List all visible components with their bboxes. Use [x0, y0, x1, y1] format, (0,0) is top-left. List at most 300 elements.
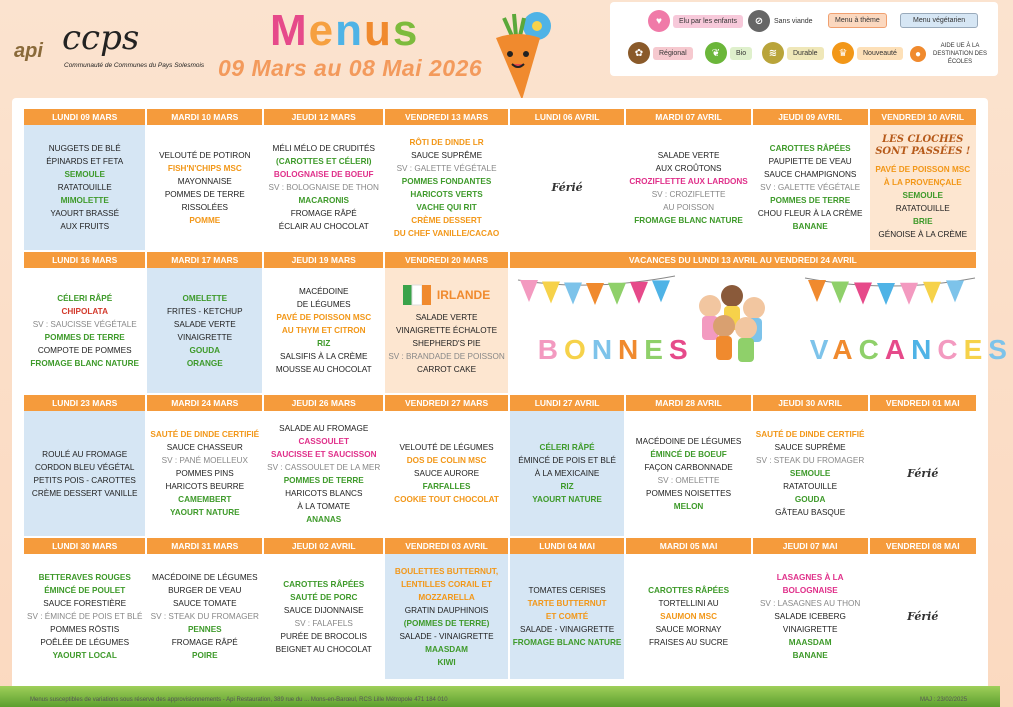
vacation-letter: E: [644, 334, 669, 365]
day-cell: [753, 538, 868, 679]
theme-header: [403, 285, 490, 305]
day-menu: [24, 554, 145, 679]
menu-item: HARICOTS BEURRE: [165, 482, 245, 491]
menu-item: SAUCE FORESTIÈRE: [43, 599, 127, 608]
day-header: MARDI 28 AVRIL: [626, 395, 750, 411]
menu-item: SAUCISSE ET SAUCISSON: [270, 449, 377, 459]
menu-item: SV : ÉMINCÉ DE POIS ET BLÉ: [27, 612, 143, 621]
title-letter: u: [364, 6, 393, 55]
ccps-subtitle: Communauté de Communes du Pays Solesmois: [64, 62, 205, 69]
wheat-icon: ≋: [762, 42, 784, 64]
menu-item: LENTILLES CORAIL ET: [401, 579, 492, 589]
day-menu: [385, 554, 507, 679]
vacation-letter: V: [809, 334, 833, 365]
menu-item: SV : OMELETTE: [657, 475, 720, 485]
menu-item: MOZZARELLA: [418, 592, 475, 602]
menu-item: GÂTEAU BASQUE: [775, 508, 846, 517]
leaf-icon: ❦: [705, 42, 727, 64]
day-cell: [626, 109, 750, 250]
day-cell: [24, 395, 145, 536]
day-cell: [264, 109, 383, 250]
menu-item: SV : LASAGNES AU THON: [759, 599, 861, 608]
menu-item: YAOURT NATURE: [532, 495, 602, 504]
menu-item: HARICOTS VERTS: [410, 189, 483, 199]
day-menu: [626, 411, 750, 536]
menu-item: MACÉDOINE: [298, 287, 349, 296]
day-cell: [385, 252, 507, 393]
day-header: VENDREDI 10 AVRIL: [870, 109, 976, 125]
day-menu: [264, 125, 383, 250]
legend-durable: ≋ Durable: [762, 42, 824, 64]
menu-item: POMMES DE TERRE: [283, 475, 364, 485]
menu-item: SALADE VERTE: [173, 319, 236, 329]
menu-item: À LA PROVENÇALE: [883, 178, 962, 187]
day-header: MARDI 17 MARS: [147, 252, 262, 268]
day-header: JEUDI 19 MARS: [264, 252, 383, 268]
menu-item: SAUTÉ DE DINDE CERTIFIÉ: [755, 430, 865, 439]
holiday-label: Férié: [907, 610, 939, 623]
day-cell: [147, 252, 262, 393]
day-header: VENDREDI 27 MARS: [385, 395, 507, 411]
menu-item: RATATOUILLE: [57, 183, 112, 192]
menu-item: MAYONNAISE: [177, 176, 232, 186]
menu-item: SALADE - VINAIGRETTE: [519, 625, 615, 634]
menu-item: POMMES PINS: [175, 469, 234, 478]
day-menu: [510, 125, 625, 250]
day-cell: [870, 395, 976, 536]
menu-item: RATATOUILLE: [783, 482, 838, 491]
menu-item: BANANE: [792, 651, 828, 660]
day-header: VENDREDI 13 MARS: [385, 109, 507, 125]
menu-item: POMMES DE TERRE: [164, 189, 245, 199]
menu-item: FISH'N'CHIPS MSC: [167, 163, 242, 173]
day-cell: [385, 538, 507, 679]
menu-item: ÉMINCÉ DE POULET: [44, 586, 126, 595]
menu-item: MACÉDOINE DE LÉGUMES: [152, 573, 258, 582]
menu-item: FROMAGE BLANC NATURE: [30, 358, 139, 368]
menu-item: CORDON BLEU VÉGÉTAL: [34, 462, 135, 472]
vacation-letter: B: [537, 334, 565, 365]
day-header: JEUDI 26 MARS: [264, 395, 383, 411]
menu-item: RIZ: [317, 339, 331, 348]
day-menu: [626, 554, 750, 679]
menu-item: SV : CROZIFLETTE: [651, 189, 726, 199]
menu-item: DOS DE COLIN MSC: [406, 456, 487, 465]
menu-item: SV : STEAK DU FROMAGER: [756, 456, 865, 465]
menu-item: À LA TOMATE: [297, 501, 351, 511]
menu-item: VELOUTÉ DE POTIRON: [159, 150, 251, 160]
menu-item: MAASDAM: [788, 638, 832, 647]
menu-item: CÉLERI RÂPÉ: [539, 443, 595, 452]
menu-item: ANANAS: [306, 514, 342, 524]
menu-item: DU CHEF VANILLE/CACAO: [393, 228, 500, 238]
carrot-mascot-icon: [482, 8, 562, 103]
day-menu: [385, 125, 507, 250]
menu-item: RIZ: [560, 482, 574, 491]
day-menu: [753, 125, 868, 250]
menu-item: PAUPIETTE DE VEAU: [768, 157, 852, 166]
menu-item: SV : PANÉ MOELLEUX: [161, 456, 248, 465]
menu-item: COOKIE TOUT CHOCOLAT: [394, 495, 499, 504]
day-menu: [264, 268, 383, 393]
menu-item: RATATOUILLE: [895, 204, 950, 213]
menu-item: POMMES DE TERRE: [44, 332, 125, 342]
menu-item: CHIPOLATA: [61, 306, 108, 316]
day-cell: [264, 395, 383, 536]
day-cell: [24, 538, 145, 679]
menu-item: FRAISES AU SUCRE: [648, 638, 729, 647]
day-menu: [385, 268, 507, 393]
menu-item: MELON: [673, 501, 704, 511]
vacation-letter: S: [988, 334, 1013, 365]
menu-item: SV : GALETTE VÉGÉTALE: [396, 163, 497, 173]
day-menu: [626, 125, 750, 250]
menu-item: HARICOTS BLANCS: [285, 488, 363, 498]
menu-item: À LA MEXICAINE: [534, 469, 600, 478]
menu-item: VACHE QUI RIT: [416, 202, 477, 212]
regional-icon: ✿: [628, 42, 650, 64]
page-title: [270, 6, 419, 56]
day-cell: [510, 109, 625, 250]
menu-item: SAUCE CHASSEUR: [166, 443, 243, 452]
menu-item: POMMES RÖSTIS: [50, 625, 120, 634]
menu-item: YAOURT BRASSÉ: [50, 209, 120, 218]
menu-item: SAUCE AURORE: [414, 469, 480, 478]
menu-item: SALSIFIS À LA CRÈME: [280, 352, 368, 361]
menu-item: TARTE BUTTERNUT: [527, 599, 607, 608]
menu-item: SAUCE DIJONNAISE: [283, 605, 364, 615]
menu-item: SV : CASSOULET DE LA MER: [267, 462, 381, 472]
legend-nouveaute: ♛ Nouveauté: [832, 42, 903, 64]
chef-hat-icon: ♛: [832, 42, 854, 64]
day-header: LUNDI 30 MARS: [24, 538, 145, 554]
menu-item: BOLOGNAISE: [782, 586, 838, 595]
menu-item: ÉMINCÉ DE BOEUF: [650, 449, 727, 459]
menu-item: RISSOLÉES: [181, 202, 228, 212]
title-letter: s: [392, 6, 420, 55]
menu-item: CAROTTES RÂPÉES: [283, 579, 365, 589]
vacation-letter: N: [618, 334, 645, 365]
menu-item: SV : BOLOGNAISE DE THON: [268, 183, 379, 192]
day-header: VENDREDI 01 MAI: [870, 395, 976, 411]
menu-item: SAUCE SUPRÊME: [774, 443, 846, 452]
menu-item: SALADE VERTE: [657, 150, 720, 160]
menu-item: SEMOULE: [902, 191, 943, 200]
day-header: LUNDI 16 MARS: [24, 252, 145, 268]
vacation-letter: N: [911, 334, 938, 365]
day-cell: [24, 252, 145, 393]
day-menu: [870, 125, 976, 250]
no-meat-icon: ⊘: [748, 10, 770, 32]
menu-item: VINAIGRETTE: [177, 332, 233, 342]
vacation-letter: A: [884, 334, 912, 365]
day-header: MARDI 07 AVRIL: [626, 109, 750, 125]
menu-item: KIWI: [437, 657, 456, 667]
vacation-letter: S: [668, 334, 694, 365]
vacation-letter: N: [591, 334, 619, 365]
day-header: JEUDI 12 MARS: [264, 109, 383, 125]
menu-item: CRÈME DESSERT VANILLE: [31, 488, 138, 498]
holiday-label: Férié: [907, 467, 939, 480]
menu-grid: [24, 109, 1013, 679]
menu-item: TOMATES CERISES: [528, 586, 606, 595]
menu-item: SAUMON MSC: [660, 612, 717, 621]
menu-item: DE LÉGUMES: [296, 300, 351, 309]
day-header: JEUDI 07 MAI: [753, 538, 868, 554]
menu-item: MAASDAM: [425, 644, 468, 654]
day-cell: [385, 395, 507, 536]
menu-item: FRITES - KETCHUP: [167, 306, 243, 316]
vacation-letter: C: [858, 334, 885, 365]
menu-item: BOLOGNAISE DE BOEUF: [273, 170, 374, 179]
day-header: MARDI 05 MAI: [626, 538, 750, 554]
menu-item: SAUTÉ DE PORC: [290, 592, 358, 602]
menu-item: AUX CROÛTONS: [655, 163, 722, 173]
menu-item: SAUCE TOMATE: [172, 599, 237, 608]
vacation-letter: C: [937, 334, 964, 365]
menu-item: GOUDA: [794, 495, 826, 504]
vacation-letter: A: [832, 334, 859, 365]
menu-item: PURÉE DE BROCOLIS: [280, 631, 367, 641]
menu-item: BEIGNET AU CHOCOLAT: [275, 644, 372, 654]
menu-item: POMMES NOISETTES: [646, 488, 732, 498]
day-menu: [510, 554, 625, 679]
day-header: JEUDI 02 AVRIL: [264, 538, 383, 554]
day-header: VENDREDI 20 MARS: [385, 252, 507, 268]
menu-item: ROULÉ AU FROMAGE: [42, 449, 128, 459]
menu-item: POMMES DE TERRE: [770, 196, 851, 205]
day-header: LUNDI 06 AVRIL: [510, 109, 625, 125]
day-header: LUNDI 23 MARS: [24, 395, 145, 411]
menu-item: MACÉDOINE DE LÉGUMES: [635, 436, 742, 446]
menu-item: POÊLÉE DE LÉGUMES: [40, 638, 130, 647]
menu-item: (CAROTTES ET CÉLERI): [275, 157, 372, 166]
theme-title: LES CLOCHES: [882, 134, 964, 145]
menu-item: AU POISSON: [663, 202, 715, 212]
day-menu: [24, 268, 145, 393]
menu-item: SV : FALAFELS: [294, 618, 353, 628]
day-cell: [385, 109, 507, 250]
menu-item: VINAIGRETTE ÉCHALOTE: [396, 326, 498, 335]
day-cell: [753, 395, 868, 536]
menu-item: AU THYM ET CITRON: [281, 326, 366, 335]
menu-item: POIRE: [192, 651, 218, 660]
day-header: LUNDI 09 MARS: [24, 109, 145, 125]
menu-item: SAUTÉ DE DINDE CERTIFIÉ: [150, 430, 260, 439]
day-cell: [147, 538, 262, 679]
legend-bio: ❦ Bio: [705, 42, 752, 64]
day-cell: [870, 538, 976, 679]
menu-item: FROMAGE RÂPÉ: [171, 638, 238, 647]
menu-item: SV : GALETTE VÉGÉTALE: [760, 183, 861, 192]
day-header: LUNDI 27 AVRIL: [510, 395, 625, 411]
ccps-logo: ccps: [62, 18, 140, 58]
day-header: LUNDI 04 MAI: [510, 538, 625, 554]
day-cell: [510, 395, 625, 536]
menu-item: SALADE ICEBERG: [774, 612, 846, 621]
menu-item: FARFALLES: [422, 482, 471, 491]
bonnes-text: [537, 334, 694, 365]
menu-item: SV : STEAK DU FROMAGER: [150, 612, 259, 621]
day-menu: [24, 125, 145, 250]
menu-item: NUGGETS DE BLÉ: [48, 144, 121, 153]
menu-item: SV : SAUCISSE VÉGÉTALE: [32, 319, 137, 329]
day-cell: [510, 538, 625, 679]
menu-item: GOUDA: [189, 345, 221, 355]
menu-item: GRATIN DAUPHINOIS: [404, 605, 489, 615]
menu-item: RÔTI DE DINDE LR: [409, 137, 484, 147]
menu-item: YAOURT LOCAL: [52, 651, 117, 660]
vacances-text: [809, 334, 1013, 365]
menu-item: CHOU FLEUR À LA CRÈME: [757, 209, 863, 218]
day-cell: [147, 395, 262, 536]
legend-regional: ✿ Régional: [628, 42, 693, 64]
day-cell: [626, 538, 750, 679]
legend-vegetarien: Menu végétarien: [900, 13, 978, 28]
theme-title: SONT PASSÉES !: [875, 146, 971, 157]
title-letter: M: [270, 6, 309, 55]
day-header: JEUDI 30 AVRIL: [753, 395, 868, 411]
menu-item: ÉMINCÉ DE POIS ET BLÉ: [518, 456, 616, 465]
day-cell: [24, 109, 145, 250]
day-menu: [870, 411, 976, 536]
menu-item: CRÈME DESSERT: [411, 215, 482, 225]
day-header: MARDI 10 MARS: [147, 109, 262, 125]
day-menu: [385, 411, 507, 536]
menu-item: ÉPINARDS ET FETA: [46, 157, 124, 166]
day-cell: [264, 538, 383, 679]
day-menu: [147, 554, 262, 679]
day-header: MARDI 24 MARS: [147, 395, 262, 411]
menu-item: PETITS POIS - CAROTTES: [33, 475, 136, 485]
menu-item: SV : BRANDADE DE POISSON: [388, 352, 505, 361]
menu-item: FROMAGE BLANC NATURE: [512, 638, 622, 647]
menu-item: AUX FRUITS: [60, 222, 110, 231]
holiday-label: Férié: [551, 181, 583, 194]
menu-item: MÉLI MÉLO DE CRUDITÉS: [272, 144, 375, 153]
legend-aide-ue: ● AIDE UE À LA DESTINATION DES ÉCOLES: [910, 42, 990, 66]
menu-item: SHEPHERD'S PIE: [412, 339, 481, 348]
day-menu: [24, 411, 145, 536]
menu-item: BOULETTES BUTTERNUT,: [394, 566, 499, 576]
menu-item: MACARONIS: [298, 196, 349, 205]
menu-item: CROZIFLETTE AUX LARDONS: [629, 176, 748, 186]
menu-item: ET COMTÉ: [545, 612, 589, 621]
fruit-icon: ●: [910, 46, 926, 62]
menu-item: SALADE - VINAIGRETTE: [399, 631, 494, 641]
day-menu: [870, 554, 976, 679]
menu-item: FROMAGE BLANC NATURE: [634, 215, 743, 225]
day-cell: [753, 109, 868, 250]
menu-item: TORTELLINI AU: [658, 599, 719, 608]
menu-item: CASSOULET: [298, 436, 349, 446]
menu-item: SAUCE CHAMPIGNONS: [763, 170, 857, 179]
vacation-letter: O: [564, 334, 592, 365]
menu-item: ORANGE: [186, 358, 223, 368]
api-logo: api: [14, 40, 43, 62]
menu-item: SAUCE SUPRÊME: [411, 150, 483, 160]
legend-sans-viande: ⊘ Sans viande: [748, 10, 813, 32]
day-cell: [147, 109, 262, 250]
menu-item: FROMAGE RÂPÉ: [290, 209, 357, 218]
title-letter: n: [335, 6, 365, 55]
menu-item: SALADE AU FROMAGE: [279, 423, 369, 433]
menu-item: SEMOULE: [64, 170, 105, 179]
menu-item: POMME: [189, 215, 221, 225]
vacation-cell: [510, 252, 1013, 393]
menu-item: PAVÉ DE POISSON MSC: [276, 313, 372, 322]
day-menu: [510, 411, 625, 536]
menu-item: CARROT CAKE: [417, 365, 477, 374]
menu-item: CAROTTES RÂPÉES: [648, 586, 730, 595]
menu-item: SEMOULE: [789, 469, 831, 478]
date-range: 09 Mars au 08 Mai 2026: [218, 55, 483, 81]
menu-item: PAVÉ DE POISSON MSC: [875, 165, 971, 174]
day-cell: [870, 109, 976, 250]
menu-item: MOUSSE AU CHOCOLAT: [275, 365, 372, 374]
menu-item: (POMMES DE TERRE): [403, 618, 490, 628]
theme-title: IRLANDE: [436, 287, 491, 302]
title-letter: e: [308, 6, 336, 55]
day-header: VENDREDI 08 MAI: [870, 538, 976, 554]
day-header: VENDREDI 03 AVRIL: [385, 538, 507, 554]
menu-item: GÉNOISE À LA CRÈME: [878, 230, 968, 239]
day-menu: [147, 125, 262, 250]
day-cell: [626, 395, 750, 536]
footer-note: Menus susceptibles de variations sous réserve des approvisionnements - Api Restauration, 389 rue du ... Mons-en-Barœul, RCS Lille Métropole 471 184 010: [30, 697, 448, 703]
menu-item: BETTERAVES ROUGES: [38, 573, 131, 582]
legend-theme: Menu à thème: [828, 13, 887, 28]
menu-item: COMPOTE DE POMMES: [37, 345, 132, 355]
day-header: MARDI 31 MARS: [147, 538, 262, 554]
day-menu: [753, 411, 868, 536]
legend-enfants: ♥ Elu par les enfants: [648, 10, 743, 32]
menu-item: MIMOLETTE: [60, 196, 109, 205]
menu-item: BRIE: [912, 217, 933, 226]
day-menu: [264, 411, 383, 536]
vacation-header: VACANCES DU LUNDI 13 AVRIL AU VENDREDI 24 AVRIL: [510, 252, 976, 268]
menu-item: VINAIGRETTE: [782, 625, 838, 634]
footer-date: MAJ : 23/02/2025: [920, 697, 968, 703]
menu-item: ÉCLAIR AU CHOCOLAT: [278, 222, 369, 231]
day-menu: [147, 411, 262, 536]
heart-icon: ♥: [648, 10, 670, 32]
menu-item: LASAGNES À LA: [776, 573, 844, 582]
menu-item: CAMEMBERT: [178, 495, 232, 504]
menu-item: FAÇON CARBONNADE: [644, 462, 733, 472]
day-cell: [264, 252, 383, 393]
legend: [610, 2, 998, 76]
day-menu: [147, 268, 262, 393]
menu-item: POMMES FONDANTES: [401, 176, 492, 186]
menu-item: SAUCE MORNAY: [655, 625, 722, 634]
menu-item: CAROTTES RÂPÉES: [769, 144, 851, 153]
vacation-letter: E: [963, 334, 989, 365]
menu-item: PENNES: [187, 625, 222, 634]
day-menu: [264, 554, 383, 679]
day-menu: [753, 554, 868, 679]
menu-item: OMELETTE: [182, 293, 228, 303]
vacation-body: [510, 268, 1013, 393]
menu-item: YAOURT NATURE: [169, 508, 240, 517]
bunting-decoration: [510, 268, 980, 393]
menu-item: SALADE VERTE: [415, 313, 478, 322]
menu-item: BURGER DE VEAU: [168, 586, 242, 595]
menu-item: CÉLERI RÂPÉ: [57, 293, 113, 303]
day-header: JEUDI 09 AVRIL: [753, 109, 868, 125]
ireland-flag-icon: [403, 285, 431, 305]
menu-item: VELOUTÉ DE LÉGUMES: [399, 443, 494, 452]
